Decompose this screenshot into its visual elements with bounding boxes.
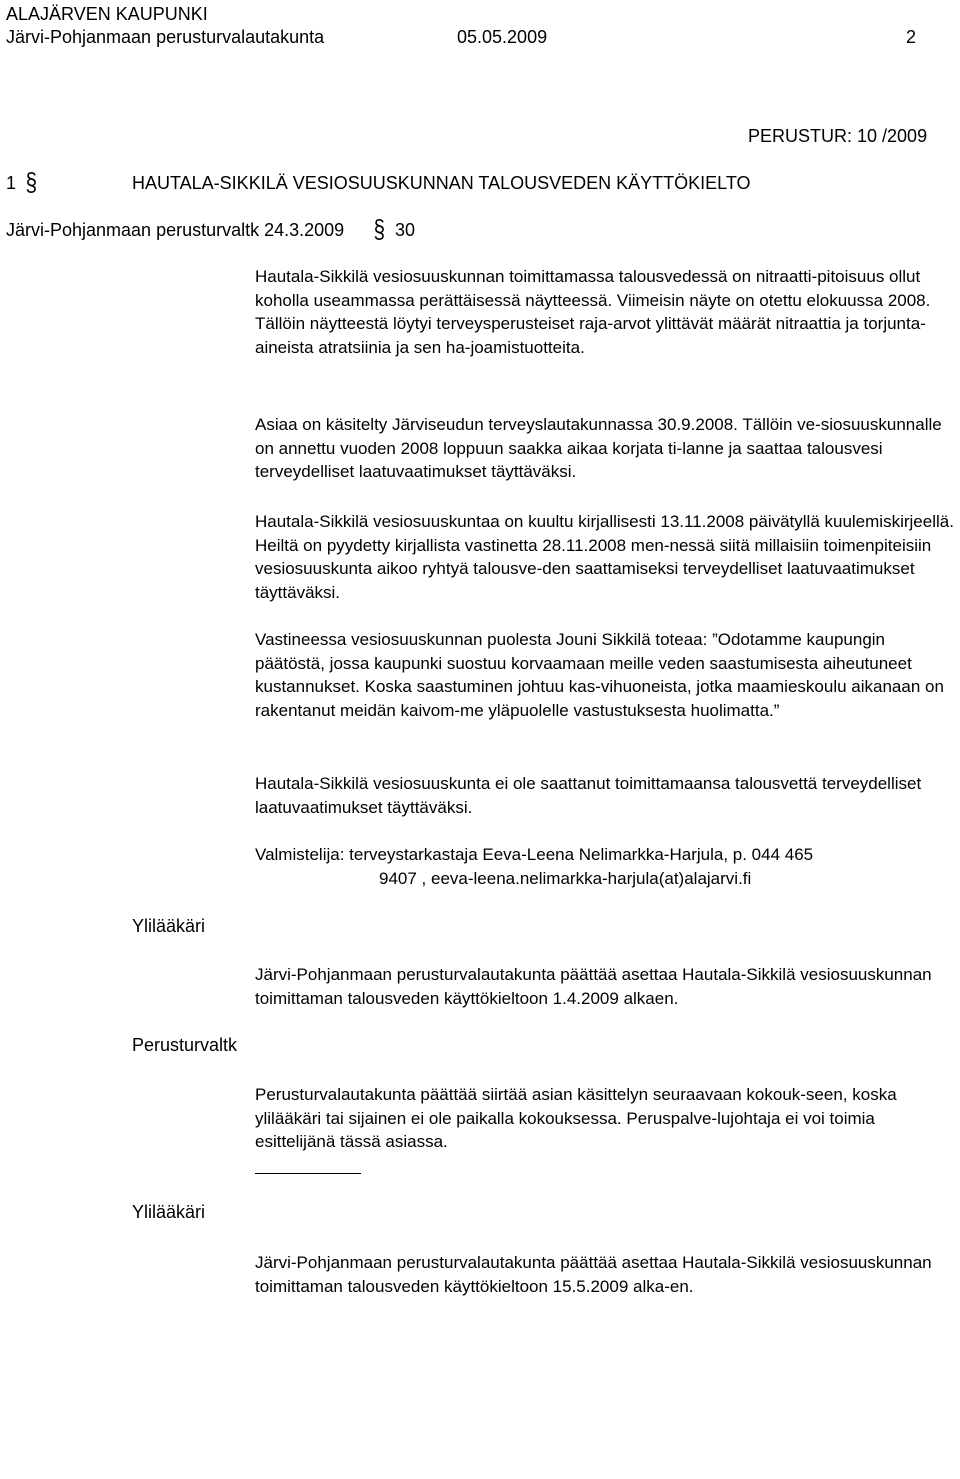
organization-name: ALAJÄRVEN KAUPUNKI (6, 4, 208, 24)
item-title: HAUTALA-SIKKILÄ VESIOSUUSKUNNAN TALOUSVEDEN KÄYTTÖKIELTO (132, 173, 751, 193)
previous-meeting-reference: Järvi-Pohjanmaan perusturvaltk 24.3.2009 (6, 220, 345, 240)
preparer-contact: 9407 , eeva-leena.nelimarkka-harjula(at)alajarvi.fi (379, 869, 752, 888)
proposer-label: Ylilääkäri (132, 1202, 206, 1222)
background-paragraph: Hautala-Sikkilä vesiosuuskunnan toimittamassa talousvedessä on nitraatti-pitoisuus ollut koholla useammassa perättäisessä näytteessä. Viimeisin näyte on otettu elokuussa 2008. Tällöin näytteestä löytyi terveysperusteiset raja-arvot ylittävät määrät nitraattia ja torjunta-aineista atratsiinia ja sen ha-joamistuotteita. (255, 267, 931, 357)
status-paragraph: Hautala-Sikkilä vesiosuuskunta ei ole saattanut toimittamaansa talousvettä terveydelliset laatuvaatimukset täyttäväksi. (255, 774, 922, 817)
document-reference: PERUSTUR: 10 /2009 (748, 126, 928, 146)
item-number: 1 (6, 173, 17, 193)
divider-line (255, 1173, 361, 1174)
section-mark: § (25, 167, 38, 197)
board-name: Järvi-Pohjanmaan perusturvalautakunta (6, 27, 325, 47)
previous-section-number: 30 (395, 220, 416, 240)
proposal-paragraph: Järvi-Pohjanmaan perusturvalautakunta päättää asettaa Hautala-Sikkilä vesiosuuskunnan toimittaman talousveden käyttökieltoon 1.4.2009 alkaen. (255, 965, 932, 1008)
meeting-date: 05.05.2009 (457, 27, 548, 47)
decision-paragraph: Perusturvalautakunta päättää siirtää asian käsittelyn seuraavaan kokouk-seen, koska ylilääkäri tai sijainen ei ole paikalla kokouksessa. Peruspalve-lujohtaja ei voi toimia esittelijänä tässä asiassa. (255, 1085, 897, 1151)
preparer-line: Valmistelija: terveystarkastaja Eeva-Leena Nelimarkka-Harjula, p. 044 465 (255, 845, 814, 864)
section-mark: § (373, 214, 386, 244)
decision-maker-label: Perusturvaltk (132, 1035, 238, 1055)
proposal-paragraph: Järvi-Pohjanmaan perusturvalautakunta päättää asettaa Hautala-Sikkilä vesiosuuskunnan toimittaman talousveden käyttökieltoon 15.5.2009 alka-en. (255, 1253, 932, 1296)
background-paragraph: Hautala-Sikkilä vesiosuuskuntaa on kuultu kirjallisesti 13.11.2008 päivätyllä kuulemiskirjeellä. Heiltä on pyydetty kirjallista vastinetta 28.11.2008 men-nessä siitä millaisiin toimenpiteisiin vesiosuuskunta aikoo ryhtyä talousve-den saattamiseksi terveydelliset laatuvaatimukset täyttäväksi. (255, 512, 954, 602)
page-number: 2 (906, 27, 917, 47)
response-paragraph: Vastineessa vesiosuuskunnan puolesta Jouni Sikkilä toteaa: ”Odotamme kaupungin päätöstä, jossa kaupunki suostuu korvaamaan meille veden saastumisesta aiheutuneet kustannukset. Koska saastuminen johtuu kas-vihuoneista, jotka maamieskoulu aikanaan on rakentanut meidän kaivom-me yläpuolelle vastustuksesta huolimatta.” (255, 630, 944, 720)
proposer-label: Ylilääkäri (132, 916, 206, 936)
background-paragraph: Asiaa on käsitelty Järviseudun terveyslautakunnassa 30.9.2008. Tällöin ve-siosuuskunnalle on annettu vuoden 2008 loppuun saakka aikaa korjata ti-lanne ja saattaa talousvesi terveydelliset laatuvaatimukset täyttäväksi. (255, 415, 942, 481)
